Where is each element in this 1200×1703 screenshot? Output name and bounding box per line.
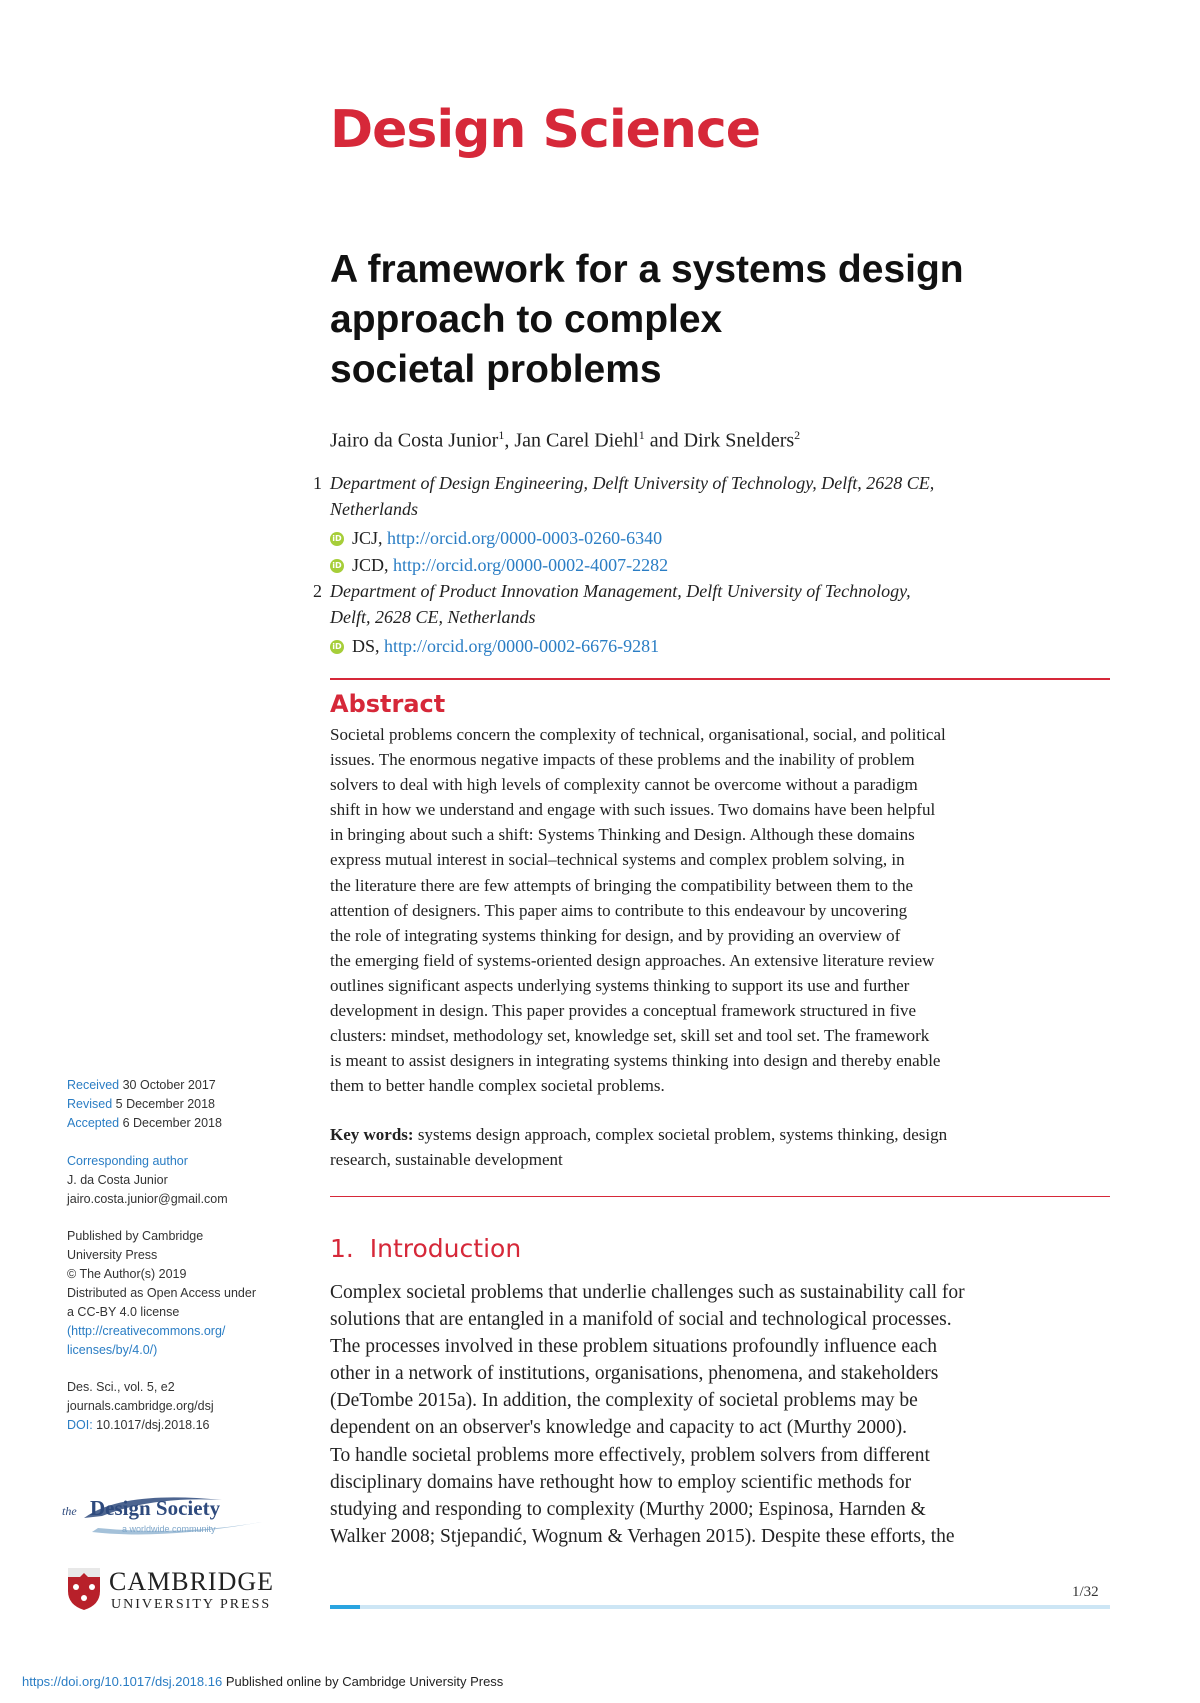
orcid-initials: DS, xyxy=(352,636,385,656)
affiliation-line: Department of Design Engineering, Delft University of Technology, Delft, 2628 CE, xyxy=(330,473,935,493)
intro-line: Complex societal problems that underlie challenges such as sustainability call for xyxy=(330,1282,965,1303)
cambridge-name: CAMBRIDGE xyxy=(109,1567,275,1596)
revised-date: 5 December 2018 xyxy=(112,1097,216,1111)
corresponding-label: Corresponding author xyxy=(67,1154,188,1168)
author-name: Jan Carel Diehl xyxy=(514,429,639,452)
journal-url[interactable]: journals.cambridge.org/dsj xyxy=(67,1399,214,1413)
revised-label: Revised xyxy=(67,1097,113,1111)
bottom-doi-link[interactable]: https://doi.org/10.1017/dsj.2018.16 xyxy=(22,1674,223,1689)
received-label: Received xyxy=(67,1078,120,1092)
cambridge-press: UNIVERSITY PRESS xyxy=(111,1597,272,1612)
abstract-line: is meant to assist designers in integrating systems thinking into design and thereby enable xyxy=(330,1051,941,1071)
received-date: 30 October 2017 xyxy=(119,1078,216,1092)
introduction-body xyxy=(330,1279,1110,1550)
citation-info xyxy=(67,1378,287,1435)
corresponding-author xyxy=(67,1152,287,1209)
keywords-bottom-rule xyxy=(330,1196,1110,1197)
doi-label: DOI: xyxy=(67,1418,93,1432)
accepted-date: 6 December 2018 xyxy=(119,1116,222,1130)
title-line: approach to complex xyxy=(330,298,723,341)
cambridge-shield-icon xyxy=(67,1567,101,1611)
orcid-link[interactable]: http://orcid.org/0000-0002-4007-2282 xyxy=(393,555,669,575)
orcid-link[interactable]: http://orcid.org/0000-0002-6676-9281 xyxy=(384,636,660,656)
bottom-stamp-text: Published online by Cambridge University Press xyxy=(222,1674,504,1689)
section-title: Introduction xyxy=(369,1234,522,1263)
intro-line: studying and responding to complexity (Murthy 2000; Espinosa, Harnden & xyxy=(330,1498,926,1520)
orcid-icon: iD xyxy=(330,532,344,546)
citation: Des. Sci., vol. 5, e2 xyxy=(67,1380,175,1394)
orcid-entry xyxy=(330,528,662,549)
cambridge-logo xyxy=(67,1567,307,1617)
bottom-stamp xyxy=(22,1674,503,1689)
intro-line: other in a network of institutions, organisations, phenomena, and stakeholders xyxy=(330,1363,939,1385)
publication-line: Published by Cambridge xyxy=(67,1229,204,1243)
abstract-line: outlines significant aspects underlying systems thinking to support its use and further xyxy=(330,975,910,995)
orcid-link[interactable]: http://orcid.org/0000-0003-0260-6340 xyxy=(387,528,663,548)
affiliation-1 xyxy=(313,470,935,522)
intro-line: The processes involved in these problem situations profoundly influence each xyxy=(330,1336,938,1358)
title-line: A framework for a systems design xyxy=(330,248,964,291)
corresponding-name: J. da Costa Junior xyxy=(67,1173,168,1187)
publication-line: © The Author(s) 2019 xyxy=(67,1267,187,1281)
keywords-label: Key words: xyxy=(330,1125,414,1144)
intro-line: Walker 2008; Stjepandić, Wognum & Verhagen 2015). Despite these efforts, the xyxy=(330,1525,955,1547)
license-link[interactable]: licenses/by/4.0/) xyxy=(67,1343,158,1357)
corresponding-email[interactable]: jairo.costa.junior@gmail.com xyxy=(67,1192,228,1206)
society-prefix: the xyxy=(62,1504,77,1518)
keywords xyxy=(330,1122,1110,1172)
intro-line: (DeTombe 2015a). In addition, the complexity of societal problems may be xyxy=(330,1390,918,1412)
accepted-label: Accepted xyxy=(67,1116,120,1130)
section-heading xyxy=(330,1234,521,1263)
section-number: 1. xyxy=(330,1234,354,1263)
abstract-line: them to better handle complex societal problems. xyxy=(330,1076,665,1096)
abstract-line: Societal problems concern the complexity of technical, organisational, social, and political xyxy=(330,725,946,744)
keywords-text: systems design approach, complex societal problem, systems thinking, design xyxy=(413,1125,948,1144)
affiliation-2 xyxy=(313,578,911,630)
intro-line: disciplinary domains have rethought how to employ scientific methods for xyxy=(330,1471,912,1493)
affiliation-line: Delft, 2628 CE, Netherlands xyxy=(330,607,536,627)
author-list xyxy=(330,428,800,453)
affiliation-number: 2 xyxy=(313,581,322,601)
intro-line: dependent on an observer's knowledge and capacity to act (Murthy 2000). xyxy=(330,1417,907,1439)
affiliation-line: Department of Product Innovation Management, Delft University of Technology, xyxy=(330,581,911,601)
intro-line: To handle societal problems more effectively, problem solvers from different xyxy=(330,1444,930,1466)
journal-title: Design Science xyxy=(330,100,761,160)
doi-value[interactable]: 10.1017/dsj.2018.16 xyxy=(92,1418,210,1432)
abstract-line: express mutual interest in social–technical systems and complex problem solving, in xyxy=(330,850,905,870)
orcid-entry xyxy=(330,555,668,576)
orcid-initials: JCD, xyxy=(352,555,394,575)
orcid-icon: iD xyxy=(330,559,344,573)
abstract-line: the role of integrating systems thinking for design, and by providing an overview of xyxy=(330,925,901,945)
abstract-line: solvers to deal with high levels of complexity cannot be overcome without a paradigm xyxy=(330,775,918,795)
intro-line: solutions that are entangled in a manifold of social and technological processes. xyxy=(330,1309,952,1331)
design-society-logo xyxy=(62,1492,272,1542)
affiliation-number: 1 xyxy=(313,473,322,493)
author-affil-sup: 1 xyxy=(638,428,645,442)
society-tagline: a worldwide community xyxy=(122,1524,216,1534)
abstract-heading: Abstract xyxy=(330,690,446,718)
abstract-line: development in design. This paper provides a conceptual framework structured in five xyxy=(330,1001,917,1021)
abstract-body xyxy=(330,722,1110,1098)
orcid-entry xyxy=(330,636,659,657)
orcid-initials: JCJ, xyxy=(352,528,388,548)
abstract-line: in bringing about such a shift: Systems Thinking and Design. Although these domains xyxy=(330,825,915,845)
author-separator: , xyxy=(504,429,515,452)
publication-line: Distributed as Open Access under xyxy=(67,1286,256,1300)
footer-rule xyxy=(330,1605,1110,1609)
abstract-line: issues. The enormous negative impacts of these problems and the inability of problem xyxy=(330,750,915,770)
abstract-line: the emerging field of systems-oriented design approaches. An extensive literature review xyxy=(330,950,935,970)
publication-line: University Press xyxy=(67,1248,158,1262)
abstract-line: the literature there are few attempts of bringing the compatibility between them to the xyxy=(330,875,913,895)
affiliation-line: Netherlands xyxy=(330,499,418,519)
abstract-top-rule xyxy=(330,678,1110,680)
keywords-text: research, sustainable development xyxy=(330,1150,563,1169)
abstract-line: attention of designers. This paper aims to contribute to this endeavour by uncovering xyxy=(330,900,908,920)
publication-line: a CC-BY 4.0 license xyxy=(67,1305,180,1319)
article-title xyxy=(330,245,1110,395)
author-separator: and xyxy=(644,429,684,452)
license-link[interactable]: (http://creativecommons.org/ xyxy=(67,1324,226,1338)
author-name: Dirk Snelders xyxy=(683,429,795,452)
page-number: 1/32 xyxy=(1072,1584,1099,1600)
author-affil-sup: 1 xyxy=(498,428,505,442)
article-history xyxy=(67,1076,287,1133)
orcid-icon: iD xyxy=(330,640,344,654)
author-name: Jairo da Costa Junior xyxy=(330,429,499,452)
abstract-line: clusters: mindset, methodology set, knowledge set, skill set and tool set. The framework xyxy=(330,1026,930,1046)
abstract-line: shift in how we understand and engage with such issues. Two domains have been helpful xyxy=(330,800,936,820)
society-name: Design Society xyxy=(90,1496,221,1520)
publication-info xyxy=(67,1227,287,1360)
author-affil-sup: 2 xyxy=(794,428,801,442)
title-line: societal problems xyxy=(330,348,662,391)
